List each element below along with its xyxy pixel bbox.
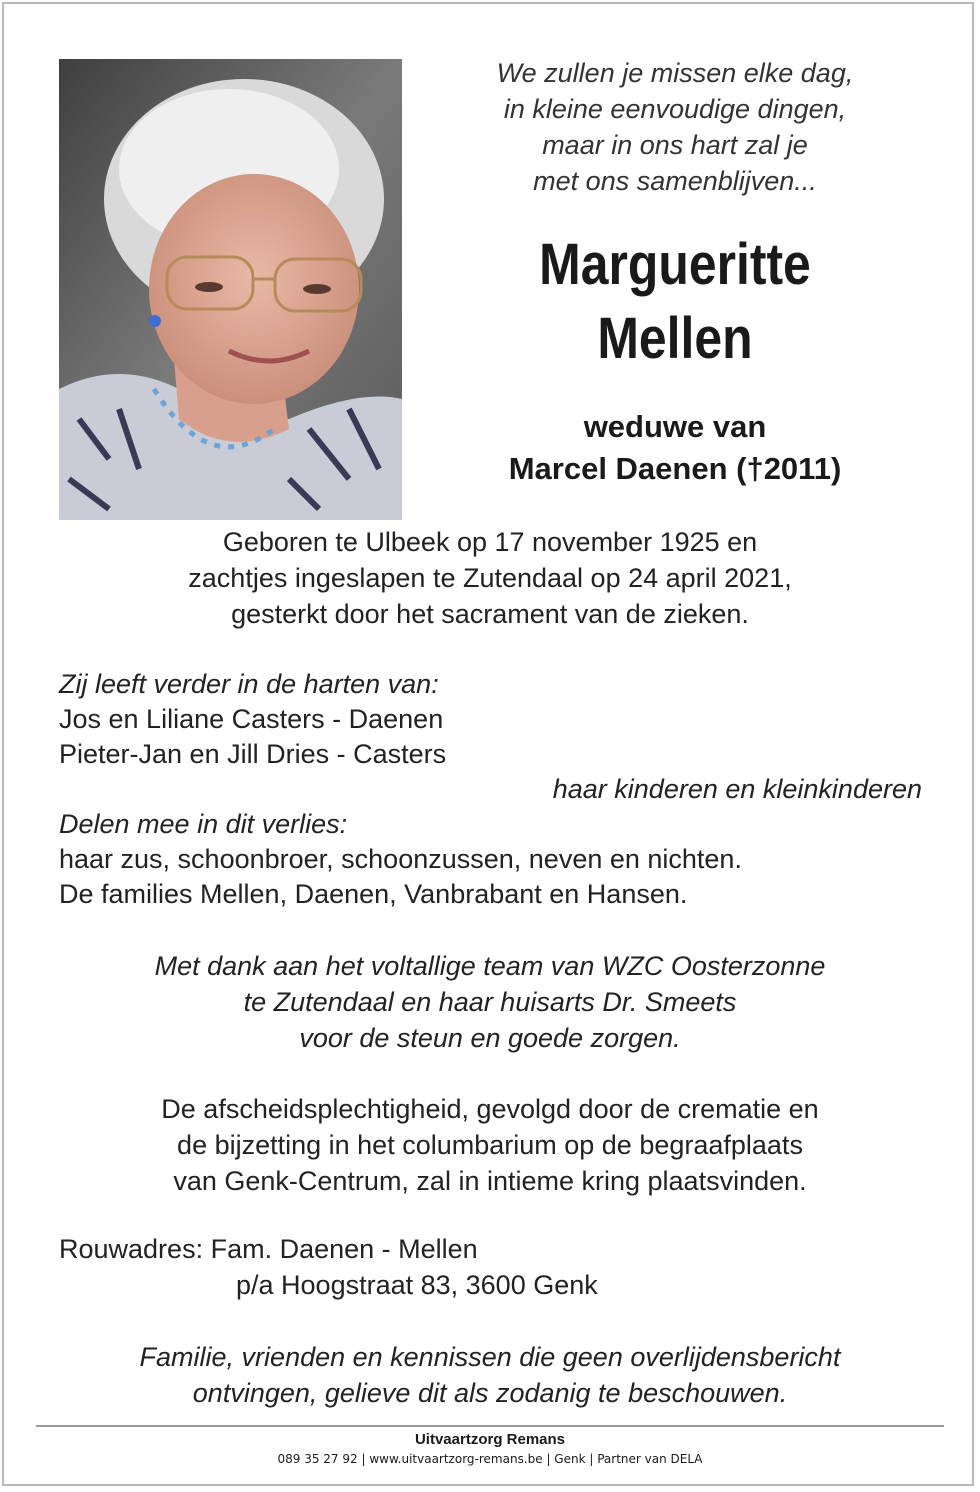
funeral-company-name: Uitvaartzorg Remans bbox=[414, 1431, 566, 1448]
poem-line: in kleine eenvoudige dingen, bbox=[503, 94, 847, 124]
share-heading: Delen mee in dit verlies: bbox=[59, 809, 348, 839]
birth-death-text bbox=[40, 524, 940, 632]
spouse-name: Marcel Daenen (†2011) bbox=[508, 451, 842, 486]
text-line: voor de steun en goede zorgen. bbox=[299, 1023, 681, 1053]
address-line-2: p/a Hoogstraat 83, 3600 Genk bbox=[236, 1270, 598, 1300]
thanks-text bbox=[40, 948, 940, 1056]
family-member: Pieter-Jan en Jill Dries - Casters bbox=[59, 739, 447, 769]
text-line: Met dank aan het voltallige team van WZC Oosterzonne bbox=[154, 951, 826, 981]
text-line: De afscheidsplechtigheid, gevolgd door de crematie en bbox=[161, 1094, 819, 1124]
first-name: Margueritte bbox=[539, 232, 811, 297]
text-line: van Genk-Centrum, zal in intieme kring plaatsvinden. bbox=[173, 1166, 807, 1196]
family-member: Jos en Liliane Casters - Daenen bbox=[59, 704, 444, 734]
text-line: ontvingen, gelieve dit als zodanig te beschouwen. bbox=[192, 1378, 788, 1408]
family-section bbox=[59, 667, 939, 772]
family-heading: Zij leeft verder in de harten van: bbox=[59, 669, 439, 699]
family-relation: haar kinderen en kleinkinderen bbox=[552, 774, 922, 804]
deceased-name bbox=[464, 228, 885, 376]
text-line: zachtjes ingeslapen te Zutendaal op 24 april 2021, bbox=[188, 563, 792, 593]
address-line-1: Rouwadres: Fam. Daenen - Mellen bbox=[59, 1234, 478, 1264]
widow-label: weduwe van bbox=[583, 409, 767, 444]
share-section bbox=[59, 807, 939, 912]
notice-text bbox=[40, 1339, 940, 1411]
poem-line: We zullen je missen elke dag, bbox=[496, 58, 854, 88]
poem-line: met ons samenblijven... bbox=[533, 166, 817, 196]
share-line: haar zus, schoonbroer, schoonzussen, neven en nichten. bbox=[59, 844, 742, 874]
last-name: Mellen bbox=[597, 306, 753, 371]
footer-divider bbox=[36, 1425, 944, 1427]
text-line: Familie, vrienden en kennissen die geen overlijdensbericht bbox=[139, 1342, 841, 1372]
text-line: te Zutendaal en haar huisarts Dr. Smeets bbox=[243, 987, 737, 1017]
portrait-photo bbox=[59, 59, 402, 520]
memorial-poem bbox=[430, 55, 920, 199]
text-line: Geboren te Ulbeek op 17 november 1925 en bbox=[222, 527, 758, 557]
ceremony-text bbox=[40, 1091, 940, 1199]
text-line: de bijzetting in het columbarium op de begraafplaats bbox=[177, 1130, 803, 1160]
text-line: gesterkt door het sacrament van de zieken. bbox=[231, 599, 749, 629]
poem-line: maar in ons hart zal je bbox=[542, 130, 808, 160]
widow-of bbox=[430, 406, 920, 490]
funeral-company-contact: 089 35 27 92 | www.uitvaartzorg-remans.be | Genk | Partner van DELA bbox=[277, 1452, 703, 1466]
share-line: De families Mellen, Daenen, Vanbrabant en Hansen. bbox=[59, 879, 688, 909]
